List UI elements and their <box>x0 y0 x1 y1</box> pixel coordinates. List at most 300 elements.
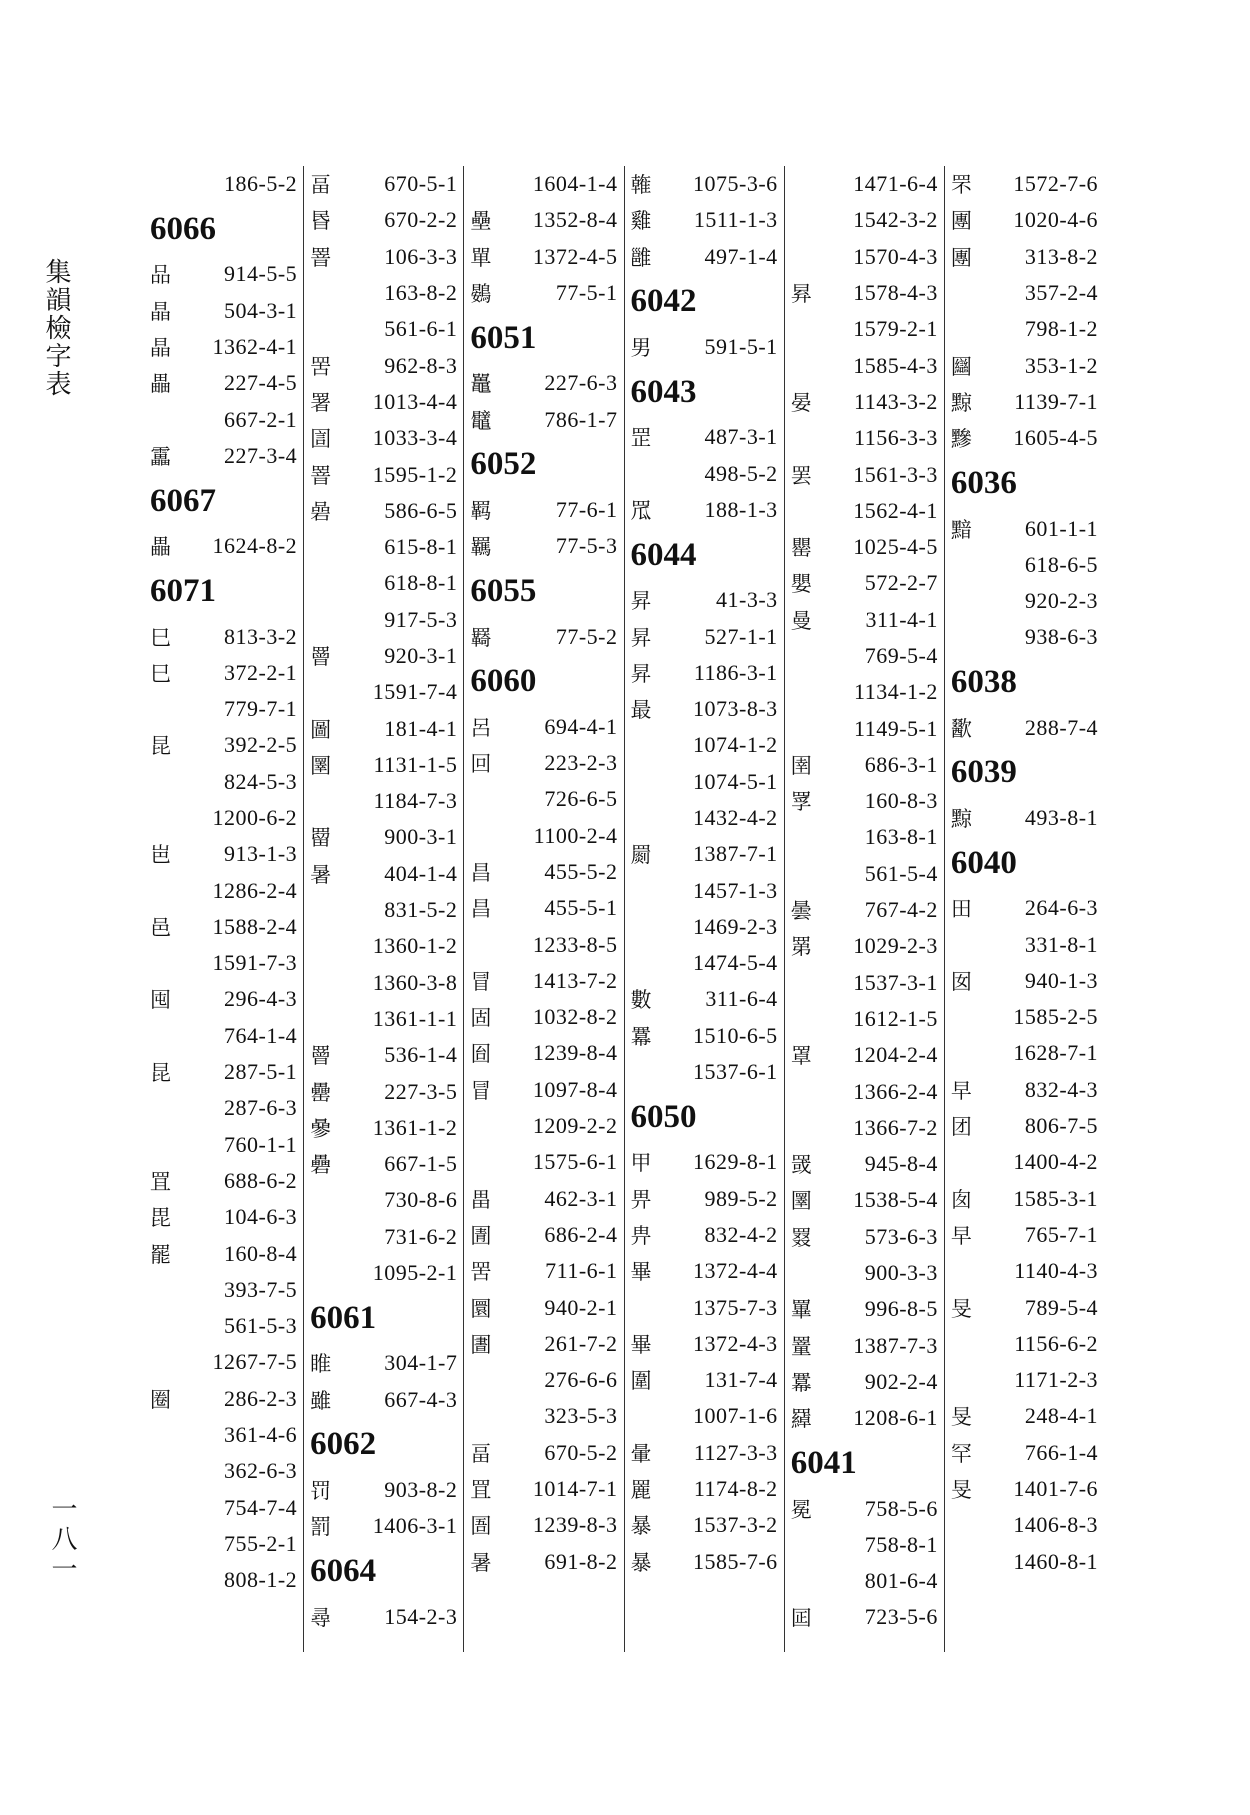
entry-character: 雗 <box>630 173 652 198</box>
entry-character: 昆 <box>150 1061 171 1086</box>
entry-reference: 1075-3-6 <box>693 171 778 197</box>
entry-reference: 764-1-4 <box>224 1022 298 1048</box>
index-entry <box>470 1035 617 1071</box>
entry-reference: 1572-7-6 <box>1013 171 1099 197</box>
index-entry <box>791 239 938 275</box>
entry-reference: 1074-1-2 <box>693 732 778 758</box>
entry-reference: 1629-8-1 <box>693 1149 778 1175</box>
entry-reference: 323-5-3 <box>544 1403 618 1429</box>
index-entry <box>951 1289 1098 1325</box>
entry-character: 罯 <box>310 463 332 488</box>
entry-character: 罽 <box>630 843 652 868</box>
entry-reference: 311-6-4 <box>705 986 778 1012</box>
entry-reference: 77-6-1 <box>555 496 618 522</box>
index-entry <box>951 510 1098 546</box>
entry-reference: 618-8-1 <box>384 570 458 596</box>
section-code: 6066 <box>150 210 216 247</box>
index-entry <box>791 493 938 529</box>
index-entry <box>470 1362 617 1398</box>
index-entry <box>951 1326 1098 1362</box>
entry-character: 歠 <box>950 716 972 741</box>
index-column <box>625 166 785 1652</box>
section-code: 6060 <box>470 663 537 700</box>
index-entry <box>310 1001 457 1037</box>
entry-reference: 227-3-4 <box>224 442 298 468</box>
entry-reference: 1375-7-3 <box>693 1294 778 1320</box>
index-entry <box>150 764 297 800</box>
entry-reference: 1591-7-3 <box>212 950 298 976</box>
entry-character: 曇 <box>790 899 812 924</box>
entry-reference: 1537-6-1 <box>693 1059 778 1085</box>
index-entry <box>631 945 778 981</box>
index-entry <box>470 926 617 962</box>
entry-reference: 393-7-5 <box>224 1276 298 1302</box>
index-entry <box>310 638 457 674</box>
index-entry <box>310 384 457 420</box>
entry-reference: 160-8-3 <box>864 788 938 814</box>
entry-character: 最 <box>630 698 652 723</box>
entry-reference: 914-5-5 <box>224 261 298 287</box>
section-code: 6050 <box>630 1098 697 1135</box>
index-entry <box>631 1144 778 1180</box>
index-entry <box>310 1472 457 1508</box>
entry-reference: 1156-6-2 <box>1014 1330 1099 1356</box>
index-entry <box>951 384 1098 420</box>
entry-character: 昇 <box>630 589 652 614</box>
entry-reference: 1239-8-3 <box>532 1512 618 1538</box>
entry-character: 圁 <box>310 427 332 452</box>
index-entry <box>951 275 1098 311</box>
entry-character: 昆 <box>150 734 171 759</box>
index-entry <box>470 239 617 275</box>
index-entry <box>150 329 297 365</box>
entry-character: 睢 <box>310 1352 332 1377</box>
entry-reference: 1233-8-5 <box>532 931 618 957</box>
index-entry <box>470 1507 617 1543</box>
index-entry <box>310 1508 457 1544</box>
index-entry <box>310 1255 457 1291</box>
index-entry <box>470 890 617 926</box>
index-entry <box>951 420 1098 456</box>
entry-character: 昪 <box>790 282 812 307</box>
entry-reference: 769-5-4 <box>864 643 938 668</box>
entry-reference: 730-8-6 <box>384 1187 458 1213</box>
entry-reference: 686-3-1 <box>864 751 938 777</box>
index-entry <box>631 1471 778 1507</box>
entry-reference: 1595-1-2 <box>372 461 458 487</box>
entry-character: 羁 <box>470 498 492 523</box>
index-entry <box>631 727 778 763</box>
index-entry <box>150 727 297 763</box>
index-entry <box>791 420 938 456</box>
entry-reference: 758-8-1 <box>864 1531 938 1557</box>
entry-character: 罟 <box>310 354 332 379</box>
index-entry <box>791 747 938 783</box>
entry-reference: 527-1-1 <box>704 623 778 649</box>
index-entry <box>951 1362 1098 1398</box>
entry-reference: 1471-6-4 <box>853 171 938 197</box>
index-entry <box>150 1235 297 1271</box>
entry-reference: 455-5-1 <box>544 895 618 921</box>
section-code: 6043 <box>630 373 697 410</box>
entry-character: 罰 <box>310 1515 332 1540</box>
entry-character: 罢 <box>790 463 812 488</box>
index-entry <box>150 1453 297 1489</box>
entry-character: 昌 <box>470 897 492 922</box>
index-entry <box>150 981 297 1017</box>
entry-character: 羄 <box>790 1407 812 1432</box>
entry-reference: 1095-2-1 <box>372 1260 458 1286</box>
index-entry <box>310 1110 457 1146</box>
index-entry <box>310 565 457 601</box>
entry-reference: 1542-3-2 <box>853 207 938 233</box>
entry-character: 圜 <box>470 1296 492 1321</box>
index-entry <box>310 1219 457 1255</box>
entry-reference: 1537-3-2 <box>693 1512 778 1538</box>
index-entry <box>310 783 457 819</box>
index-entry <box>791 456 938 492</box>
index-entry <box>631 1253 778 1289</box>
entry-reference: 1562-4-1 <box>853 497 938 523</box>
entry-reference: 760-1-1 <box>224 1131 298 1157</box>
entry-reference: 798-1-2 <box>1024 316 1099 342</box>
entry-reference: 996-8-5 <box>864 1296 938 1322</box>
entry-reference: 1387-7-3 <box>853 1332 938 1358</box>
entry-character: 黯 <box>950 517 972 542</box>
section-code: 6071 <box>150 572 216 609</box>
index-entry <box>631 1507 778 1543</box>
entry-reference: 573-6-3 <box>864 1223 938 1249</box>
index-entry <box>470 781 617 817</box>
entry-reference: 615-8-1 <box>384 534 458 560</box>
entry-reference: 1585-4-3 <box>853 352 938 378</box>
entry-reference: 1575-6-1 <box>532 1149 618 1175</box>
entry-character: 畾 <box>150 372 171 397</box>
entry-character: 鼉 <box>470 372 492 397</box>
index-entry <box>150 1090 297 1126</box>
index-entry <box>150 1417 297 1453</box>
entry-character: 曼 <box>790 608 812 633</box>
entry-character: 圄 <box>470 1514 492 1539</box>
index-entry <box>631 1054 778 1090</box>
index-entry <box>470 818 617 854</box>
entry-character: 畢 <box>630 1332 652 1357</box>
entry-character: 單 <box>470 245 492 270</box>
entry-reference: 1134-1-2 <box>854 679 938 705</box>
entry-reference: 832-4-3 <box>1024 1076 1099 1102</box>
section-code: 6051 <box>470 319 537 356</box>
entry-character: 回 <box>470 752 492 777</box>
index-entry <box>951 890 1098 926</box>
index-entry <box>470 1544 617 1580</box>
entry-character: 冒 <box>470 1078 492 1103</box>
entry-reference: 163-8-1 <box>864 824 938 850</box>
index-entry <box>791 1599 938 1635</box>
index-entry <box>631 166 778 202</box>
entry-reference: 1209-2-2 <box>532 1113 618 1139</box>
entry-reference: 1171-2-3 <box>1014 1367 1099 1393</box>
entry-character: 畕 <box>470 1187 492 1212</box>
entry-character: 囼 <box>470 1042 492 1067</box>
entry-character: 罡 <box>630 426 652 451</box>
entry-reference: 311-4-1 <box>865 606 938 632</box>
entry-character: 鷃 <box>470 282 492 307</box>
index-entry <box>631 1018 778 1054</box>
entry-character: 罾 <box>310 645 332 669</box>
entry-reference: 1200-6-2 <box>212 805 298 830</box>
index-entry <box>470 1326 617 1362</box>
entry-reference: 824-5-3 <box>224 768 298 794</box>
index-entry <box>150 691 297 727</box>
entry-reference: 561-5-4 <box>864 860 938 886</box>
index-entry <box>951 1435 1098 1471</box>
entry-reference: 313-8-2 <box>1024 243 1099 269</box>
entry-reference: 1469-2-3 <box>693 913 778 939</box>
entry-reference: 227-3-5 <box>384 1078 458 1104</box>
entry-reference: 1604-1-4 <box>532 171 618 197</box>
section-code: 6044 <box>630 536 697 573</box>
entry-character: 罕 <box>950 1441 972 1466</box>
index-entry <box>631 872 778 908</box>
entry-reference: 186-5-2 <box>224 171 298 197</box>
section-code: 6040 <box>950 844 1017 881</box>
entry-reference: 1401-7-6 <box>1013 1476 1099 1502</box>
index-entry <box>951 1398 1098 1434</box>
section-code: 6055 <box>470 572 537 609</box>
entry-reference: 1624-8-2 <box>212 533 298 559</box>
index-entry <box>951 1144 1098 1180</box>
entry-reference: 808-1-2 <box>224 1567 298 1593</box>
index-entry <box>310 347 457 383</box>
entry-character: 靁 <box>150 444 171 469</box>
entry-reference: 561-6-1 <box>384 316 458 342</box>
entry-character: 畾 <box>150 535 171 560</box>
index-entry <box>310 1182 457 1218</box>
entry-reference: 1286-2-4 <box>212 877 298 903</box>
index-entry <box>951 1471 1098 1507</box>
entry-reference: 731-6-2 <box>384 1223 458 1249</box>
index-entry <box>470 1398 617 1434</box>
index-entry <box>150 1562 297 1598</box>
entry-character: 圍 <box>630 1369 652 1394</box>
entry-reference: 962-8-3 <box>384 352 458 378</box>
entry-reference: 1074-5-1 <box>693 768 778 794</box>
entry-character: 囱 <box>950 1187 972 1212</box>
entry-reference: 1605-4-5 <box>1013 425 1099 451</box>
entry-character: 团 <box>950 1115 972 1140</box>
index-entry <box>470 1253 617 1289</box>
index-entry <box>951 583 1098 619</box>
index-entry <box>470 1108 617 1144</box>
entry-character: 羇 <box>470 625 492 650</box>
entry-reference: 497-1-4 <box>704 243 778 269</box>
entry-character: 圛 <box>310 753 332 778</box>
entry-reference: 667-2-1 <box>224 406 298 432</box>
index-entry <box>791 783 938 819</box>
entry-character: 罶 <box>310 826 332 851</box>
entry-character: 囡 <box>950 969 972 994</box>
entry-reference: 1588-2-4 <box>212 913 298 939</box>
entry-reference: 1073-8-3 <box>693 696 778 722</box>
entry-reference: 755-2-1 <box>224 1530 298 1556</box>
index-entry <box>310 856 457 892</box>
entry-reference: 1578-4-3 <box>853 280 938 306</box>
entry-reference: 160-8-4 <box>224 1240 298 1266</box>
entry-reference: 694-4-1 <box>544 713 618 739</box>
entry-reference: 789-5-4 <box>1024 1294 1099 1320</box>
entry-character: 昇 <box>630 661 652 686</box>
index-entry <box>791 856 938 892</box>
entry-reference: 1029-2-3 <box>853 933 938 959</box>
entry-character: 罭 <box>790 1153 812 1178</box>
entry-reference: 1361-1-1 <box>372 1005 458 1031</box>
index-entry <box>470 492 617 528</box>
index-entry <box>150 1381 297 1417</box>
index-entry <box>310 1345 457 1381</box>
entry-reference: 1131-1-5 <box>373 751 458 777</box>
entry-reference: 1366-2-4 <box>853 1078 938 1104</box>
index-entry <box>791 674 938 710</box>
entry-character: 罤 <box>790 935 812 960</box>
index-entry <box>150 1127 297 1163</box>
index-entry <box>470 166 617 202</box>
entry-reference: 1570-4-3 <box>853 243 938 269</box>
entry-character: 邑 <box>150 915 171 940</box>
index-column <box>304 166 464 1652</box>
index-entry <box>951 1035 1098 1071</box>
entry-reference: 1020-4-6 <box>1013 207 1099 233</box>
index-entry <box>631 618 778 654</box>
index-entry <box>150 1344 297 1380</box>
entry-character: 圈 <box>150 1387 171 1412</box>
index-entry <box>951 202 1098 238</box>
index-entry <box>150 401 297 437</box>
section-code: 6041 <box>790 1444 857 1481</box>
entry-reference: 261-7-2 <box>544 1330 618 1356</box>
entry-reference: 188-1-3 <box>704 496 778 522</box>
index-entry <box>791 819 938 855</box>
entry-reference: 1143-3-2 <box>854 388 938 414</box>
index-entry <box>791 1001 938 1037</box>
entry-character: 早 <box>950 1078 972 1103</box>
index-entry <box>791 1527 938 1563</box>
index-entry <box>791 1219 938 1255</box>
index-entry <box>470 1289 617 1325</box>
entry-character: 毘 <box>150 1206 171 1231</box>
index-entry <box>791 1037 938 1073</box>
index-entry <box>470 745 617 781</box>
index-entry <box>951 166 1098 202</box>
index-entry <box>951 999 1098 1035</box>
index-entry <box>951 800 1098 836</box>
entry-reference: 945-8-4 <box>864 1151 938 1177</box>
index-entry <box>791 892 938 928</box>
index-entry <box>470 1181 617 1217</box>
entry-reference: 765-7-1 <box>1024 1221 1099 1247</box>
entry-reference: 917-5-3 <box>384 606 458 632</box>
index-entry <box>310 965 457 1001</box>
section-code: 6038 <box>950 664 1017 701</box>
entry-reference: 1510-6-5 <box>693 1022 778 1048</box>
index-entry <box>791 965 938 1001</box>
entry-character: 昬 <box>310 209 332 234</box>
entry-reference: 1406-8-3 <box>1013 1512 1099 1538</box>
entry-reference: 1007-1-6 <box>693 1403 778 1429</box>
entry-character: 昇 <box>630 625 652 650</box>
entry-reference: 361-4-6 <box>224 1422 298 1448</box>
index-entry <box>791 1146 938 1182</box>
index-entry <box>470 528 617 564</box>
entry-reference: 404-1-4 <box>384 860 458 886</box>
entry-reference: 487-3-1 <box>704 424 778 450</box>
entry-character: 岜 <box>150 843 171 868</box>
entry-character: 罦 <box>790 790 812 815</box>
index-entry <box>791 928 938 964</box>
index-entry <box>150 365 297 401</box>
entry-character: 雝 <box>630 245 652 270</box>
entry-character: 罘 <box>950 173 972 198</box>
entry-reference: 227-6-3 <box>544 370 618 396</box>
entry-character: 囸 <box>790 1606 812 1631</box>
entry-reference: 1372-4-4 <box>693 1258 778 1284</box>
index-entry <box>791 638 938 674</box>
index-entry <box>470 618 617 654</box>
section-code: 6042 <box>630 283 697 320</box>
entry-reference: 806-7-5 <box>1024 1113 1099 1139</box>
index-entry <box>470 1144 617 1180</box>
entry-reference: 1033-3-4 <box>372 425 458 451</box>
entry-reference: 591-5-1 <box>704 334 778 360</box>
index-entry <box>951 1544 1098 1580</box>
entry-reference: 586-6-5 <box>384 497 458 523</box>
entry-reference: 1457-1-3 <box>693 877 778 903</box>
index-entry <box>631 1362 778 1398</box>
entry-character: 呂 <box>470 715 492 740</box>
entry-reference: 1406-3-1 <box>372 1513 458 1539</box>
index-entry <box>791 1255 938 1291</box>
entry-character: 旻 <box>950 1296 972 1321</box>
entry-reference: 223-2-3 <box>544 750 618 776</box>
entry-character: 圛 <box>790 1189 812 1214</box>
entry-reference: 801-6-4 <box>864 1568 938 1594</box>
section-code: 6067 <box>150 482 216 519</box>
entry-character: 罛 <box>630 498 652 523</box>
index-entry <box>470 1072 617 1108</box>
entry-reference: 462-3-1 <box>544 1185 618 1211</box>
entry-character: 罍 <box>310 1080 332 1105</box>
entry-reference: 900-3-3 <box>864 1260 938 1286</box>
section-code: 6052 <box>470 446 537 483</box>
entry-reference: 902-2-4 <box>864 1368 938 1394</box>
entry-reference: 1204-2-4 <box>853 1042 938 1068</box>
index-entry <box>791 710 938 746</box>
entry-character: 罷 <box>150 1242 171 1267</box>
entry-character: 曑 <box>310 1116 332 1141</box>
entry-reference: 813-3-2 <box>224 623 298 649</box>
entry-character: 晶 <box>150 336 171 361</box>
entry-character: 罿 <box>790 1334 812 1359</box>
entry-reference: 779-7-1 <box>224 696 298 722</box>
section-code: 6039 <box>950 754 1017 791</box>
entry-reference: 1352-8-4 <box>532 207 618 233</box>
index-entry <box>470 1217 617 1253</box>
entry-reference: 1612-1-5 <box>853 1005 938 1031</box>
index-entry <box>470 854 617 890</box>
index-entry <box>310 1073 457 1109</box>
index-entry <box>951 1181 1098 1217</box>
entry-character: 圉 <box>790 753 812 778</box>
entry-reference: 940-1-3 <box>1024 967 1099 993</box>
